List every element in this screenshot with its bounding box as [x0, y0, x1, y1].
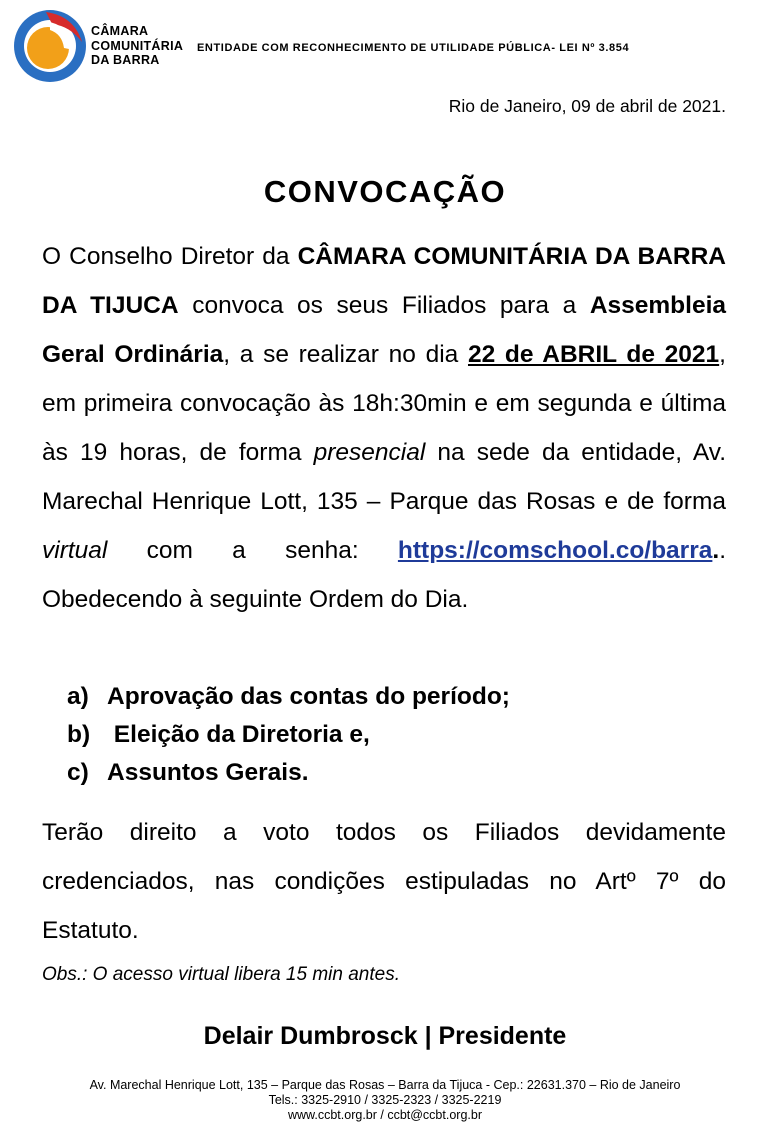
signature-line: Delair Dumbrosck | Presidente — [203, 1022, 567, 1050]
agenda-marker: c) — [67, 759, 89, 786]
document-title: CONVOCAÇÃO — [263, 174, 507, 209]
org-name-line-2: COMUNITÁRIA — [91, 38, 184, 53]
agenda-marker: a) — [67, 683, 89, 710]
org-name — [91, 24, 183, 68]
body-text-4: , em primeira convocação às 18h:30min e em segunda e última às 19 horas, de forma — [42, 341, 726, 466]
link-period: . — [712, 537, 720, 564]
presencial-word: presencial — [313, 439, 426, 466]
convocation-paragraph — [42, 232, 726, 624]
agenda-text: Assuntos Gerais. — [107, 759, 309, 786]
agenda-list — [67, 678, 510, 792]
footer-address: Av. Marechal Henrique Lott, 135 – Parque das Rosas – Barra da Tijuca - Cep.: 22631.370 – Rio de Janeiro — [89, 1078, 681, 1092]
agenda-text: Eleição da Diretoria e, — [107, 721, 370, 748]
observation-note: Obs.: O acesso virtual libera 15 min antes. — [42, 964, 400, 985]
agenda-item — [67, 754, 510, 792]
agenda-marker: b) — [67, 721, 91, 748]
date-line: Rio de Janeiro, 09 de abril de 2021. — [448, 96, 726, 116]
org-name-line-1: CÂMARA — [91, 24, 149, 38]
virtual-word: virtual — [42, 537, 108, 564]
body-text-5: na sede da entidade, Av. Marechal Henrique Lott, 135 – Parque das Rosas e de forma — [42, 439, 726, 515]
agenda-item — [67, 716, 510, 754]
body-text-7: . Obedecendo à seguinte Ordem do Dia. — [42, 537, 726, 613]
body-text-3: , a se realizar no dia — [223, 341, 468, 368]
meeting-link[interactable]: https://comschool.co/barra — [397, 537, 713, 564]
footer-phones: Tels.: 3325-2910 / 3325-2323 / 3325-2219 — [268, 1093, 502, 1107]
assembly-date: 22 de ABRIL de 2021 — [467, 341, 720, 368]
footer — [0, 1078, 761, 1123]
org-full-name: CÂMARA COMUNITÁRIA DA BARRA DA TIJUCA — [42, 243, 726, 319]
recognition-statement: ENTIDADE COM RECONHECIMENTO DE UTILIDADE PÚBLICA- LEI Nº 3.854 — [197, 42, 630, 54]
footer-web: www.ccbt.org.br / ccbt@ccbt.org.br — [287, 1108, 482, 1122]
body-text-1: O Conselho Diretor da — [42, 243, 298, 270]
agenda-text: Aprovação das contas do período; — [107, 683, 510, 710]
assembly-name: Assembleia Geral Ordinária — [42, 292, 726, 368]
camara-comunitaria-logo-icon — [12, 8, 88, 84]
org-name-line-3: DA BARRA — [91, 53, 160, 67]
body-text-6: com a senha: — [107, 537, 398, 564]
agenda-item — [67, 678, 510, 716]
closing-paragraph: Terão direito a voto todos os Filiados devidamente credenciados, nas condições estipuladas no Artº 7º do Estatuto. — [42, 819, 726, 944]
body-text-2: convoca os seus Filiados para a — [178, 292, 590, 319]
